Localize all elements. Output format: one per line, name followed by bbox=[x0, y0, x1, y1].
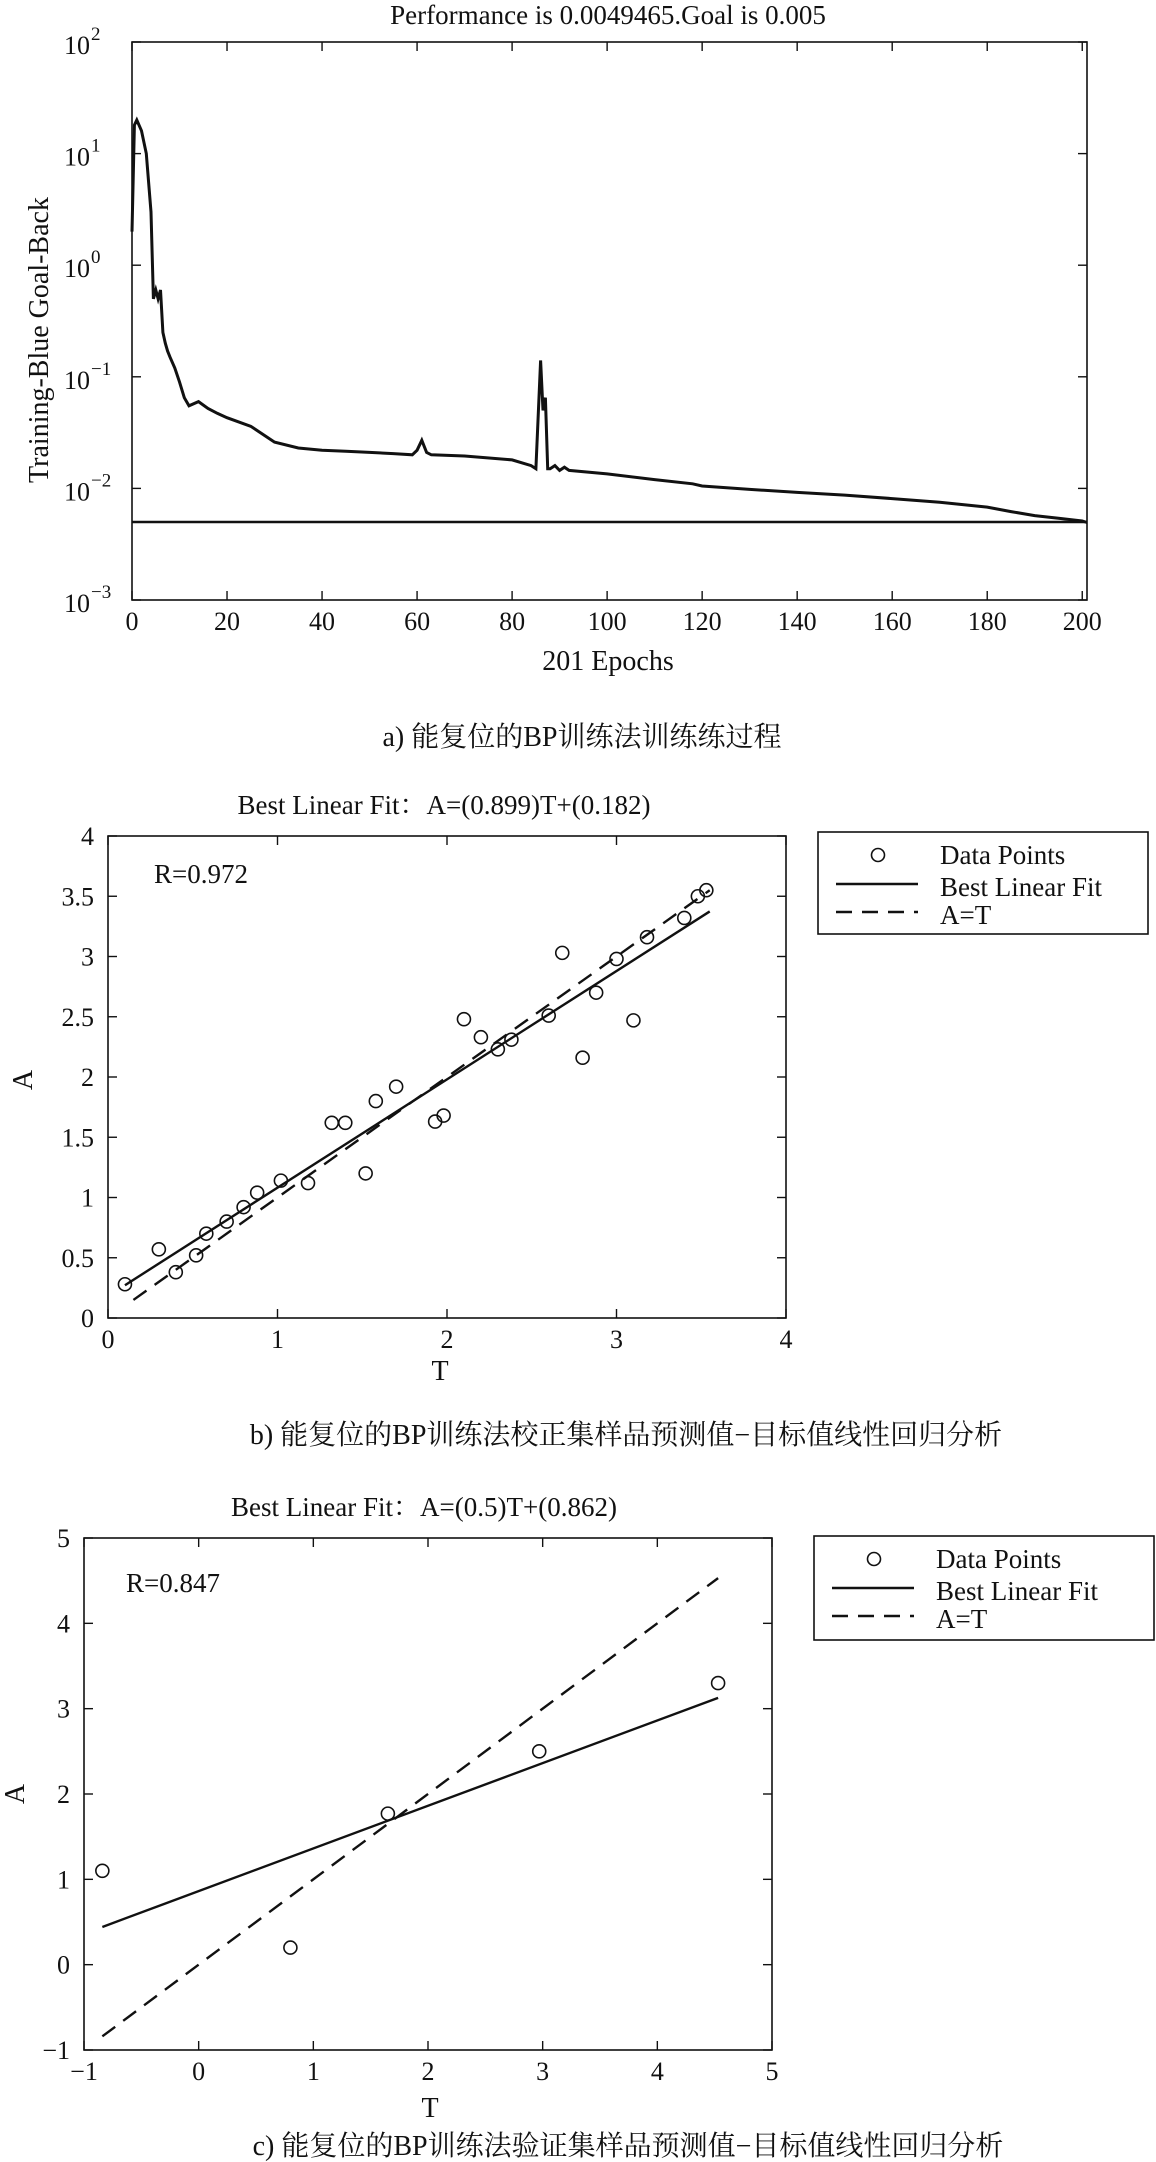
y-tick-label: 1 bbox=[57, 1865, 70, 1895]
y-tick-label: 1.5 bbox=[61, 1123, 94, 1153]
data-point bbox=[325, 1116, 338, 1129]
data-point bbox=[678, 911, 691, 924]
legend-label: Data Points bbox=[940, 840, 1066, 870]
y-tick-label: 2 bbox=[81, 1063, 94, 1092]
chart-b-plot bbox=[62, 822, 793, 1354]
x-tick-label: 0 bbox=[192, 2057, 206, 2086]
training-performance-line bbox=[132, 120, 1087, 523]
x-tick-label: 80 bbox=[499, 607, 526, 636]
data-point bbox=[576, 1051, 589, 1064]
caption-a: a) 能复位的BP训练法训练练过程 bbox=[382, 722, 782, 753]
best-fit-line bbox=[102, 1698, 718, 1927]
x-tick-label: 200 bbox=[1062, 607, 1102, 636]
data-point bbox=[381, 1807, 394, 1820]
x-tick-label: 2 bbox=[440, 1325, 454, 1354]
y-tick-label: 10 bbox=[64, 477, 90, 507]
y-tick-exponent: −3 bbox=[91, 582, 112, 603]
data-point bbox=[457, 1013, 470, 1026]
legend-label: Best Linear Fit bbox=[936, 1576, 1098, 1606]
y-tick-label: 3.5 bbox=[61, 882, 94, 912]
y-tick-label: 3 bbox=[57, 1694, 70, 1724]
data-point bbox=[152, 1243, 165, 1256]
caption-b: b) 能复位的BP训练法校正集样品预测值−目标值线性回归分析 bbox=[249, 1420, 1003, 1451]
y-tick-label: 10 bbox=[64, 589, 90, 618]
legend-label: Data Points bbox=[936, 1544, 1062, 1574]
y-tick-label: −1 bbox=[42, 2036, 70, 2065]
y-tick-label: 0.5 bbox=[61, 1243, 94, 1273]
caption-c: c) 能复位的BP训练法验证集样品预测值−目标值线性回归分析 bbox=[252, 2131, 1004, 2162]
x-tick-label: 1 bbox=[306, 2057, 320, 2086]
data-point bbox=[284, 1941, 297, 1954]
x-tick-label: 120 bbox=[682, 607, 722, 636]
x-tick-label: 3 bbox=[536, 2057, 550, 2086]
data-point bbox=[369, 1095, 382, 1108]
chart-b bbox=[8, 790, 1148, 1451]
data-point bbox=[169, 1266, 182, 1279]
x-tick-label: 60 bbox=[404, 607, 431, 636]
data-point bbox=[302, 1177, 315, 1190]
chart-a-xlabel: 201 Epochs bbox=[542, 646, 674, 677]
x-tick-label: 140 bbox=[777, 607, 817, 636]
chart-b-xlabel: T bbox=[431, 1356, 449, 1387]
x-tick-label: −1 bbox=[70, 2057, 98, 2086]
y-tick-label: 4 bbox=[81, 822, 94, 851]
data-point bbox=[190, 1249, 203, 1262]
chart-b-ylabel: A bbox=[8, 1069, 39, 1091]
legend-label: A=T bbox=[940, 900, 992, 930]
chart-a-plot bbox=[64, 24, 1102, 636]
data-point bbox=[533, 1745, 546, 1758]
chart-a-axes-frame bbox=[132, 42, 1087, 600]
y-tick-label: 10 bbox=[64, 254, 90, 284]
y-tick-label: 2 bbox=[57, 1780, 70, 1809]
chart-c-title: Best Linear Fit：A=(0.5)T+(0.862) bbox=[231, 1492, 617, 1522]
y-tick-exponent: −2 bbox=[91, 470, 112, 492]
y-tick-label: 3 bbox=[81, 942, 94, 972]
chart-c-ylabel: A bbox=[0, 1783, 31, 1805]
data-point bbox=[474, 1031, 487, 1044]
chart-a-ylabel: Training-Blue Goal-Back bbox=[24, 197, 55, 483]
chart-c-legend bbox=[814, 1536, 1154, 1640]
y-tick-label: 1 bbox=[81, 1183, 94, 1213]
x-tick-label: 3 bbox=[610, 1325, 623, 1354]
data-point bbox=[556, 946, 569, 959]
chart-b-annotation: R=0.972 bbox=[154, 859, 248, 889]
identity-line bbox=[102, 1578, 718, 2036]
y-tick-exponent: 0 bbox=[91, 247, 101, 269]
chart-a-title: Performance is 0.0049465.Goal is 0.005 bbox=[390, 0, 826, 30]
y-tick-label: 2.5 bbox=[61, 1002, 94, 1032]
legend-label: Best Linear Fit bbox=[940, 872, 1102, 902]
y-tick-label: 5 bbox=[57, 1524, 70, 1553]
x-tick-label: 0 bbox=[125, 607, 139, 636]
data-point bbox=[627, 1014, 640, 1027]
x-tick-label: 5 bbox=[765, 2057, 779, 2086]
chart-c-xlabel: T bbox=[421, 2093, 439, 2124]
data-point bbox=[390, 1080, 403, 1093]
chart-c-plot bbox=[42, 1524, 778, 2086]
data-point bbox=[505, 1033, 518, 1046]
best-fit-line bbox=[125, 911, 710, 1285]
x-tick-label: 180 bbox=[967, 607, 1007, 636]
chart-c-annotation: R=0.847 bbox=[126, 1568, 220, 1598]
y-tick-label: 4 bbox=[57, 1609, 70, 1639]
chart-a bbox=[24, 0, 1102, 753]
x-tick-label: 100 bbox=[587, 607, 627, 636]
legend-label: A=T bbox=[936, 1604, 988, 1634]
x-tick-label: 160 bbox=[872, 607, 912, 636]
data-point bbox=[712, 1677, 725, 1690]
data-point bbox=[359, 1167, 372, 1180]
chart-b-legend bbox=[818, 832, 1148, 934]
y-tick-exponent: 2 bbox=[91, 24, 101, 45]
chart-c bbox=[0, 1492, 1154, 2162]
y-tick-exponent: 1 bbox=[91, 135, 101, 157]
data-point bbox=[590, 986, 603, 999]
chart-b-title: Best Linear Fit：A=(0.899)T+(0.182) bbox=[237, 790, 651, 820]
data-point bbox=[251, 1186, 264, 1199]
y-tick-label: 10 bbox=[64, 365, 90, 395]
data-point bbox=[96, 1864, 109, 1877]
y-tick-label: 10 bbox=[64, 31, 90, 60]
data-point bbox=[339, 1116, 352, 1129]
x-tick-label: 40 bbox=[309, 607, 336, 636]
y-tick-label: 10 bbox=[64, 142, 90, 172]
x-tick-label: 1 bbox=[271, 1325, 284, 1354]
y-tick-label: 0 bbox=[57, 1950, 70, 1980]
y-tick-exponent: −1 bbox=[91, 358, 112, 380]
x-tick-label: 4 bbox=[650, 2057, 664, 2086]
x-tick-label: 4 bbox=[779, 1325, 793, 1354]
x-tick-label: 0 bbox=[101, 1325, 115, 1354]
x-tick-label: 2 bbox=[421, 2057, 435, 2086]
y-tick-label: 0 bbox=[81, 1304, 94, 1333]
x-tick-label: 20 bbox=[214, 607, 241, 636]
